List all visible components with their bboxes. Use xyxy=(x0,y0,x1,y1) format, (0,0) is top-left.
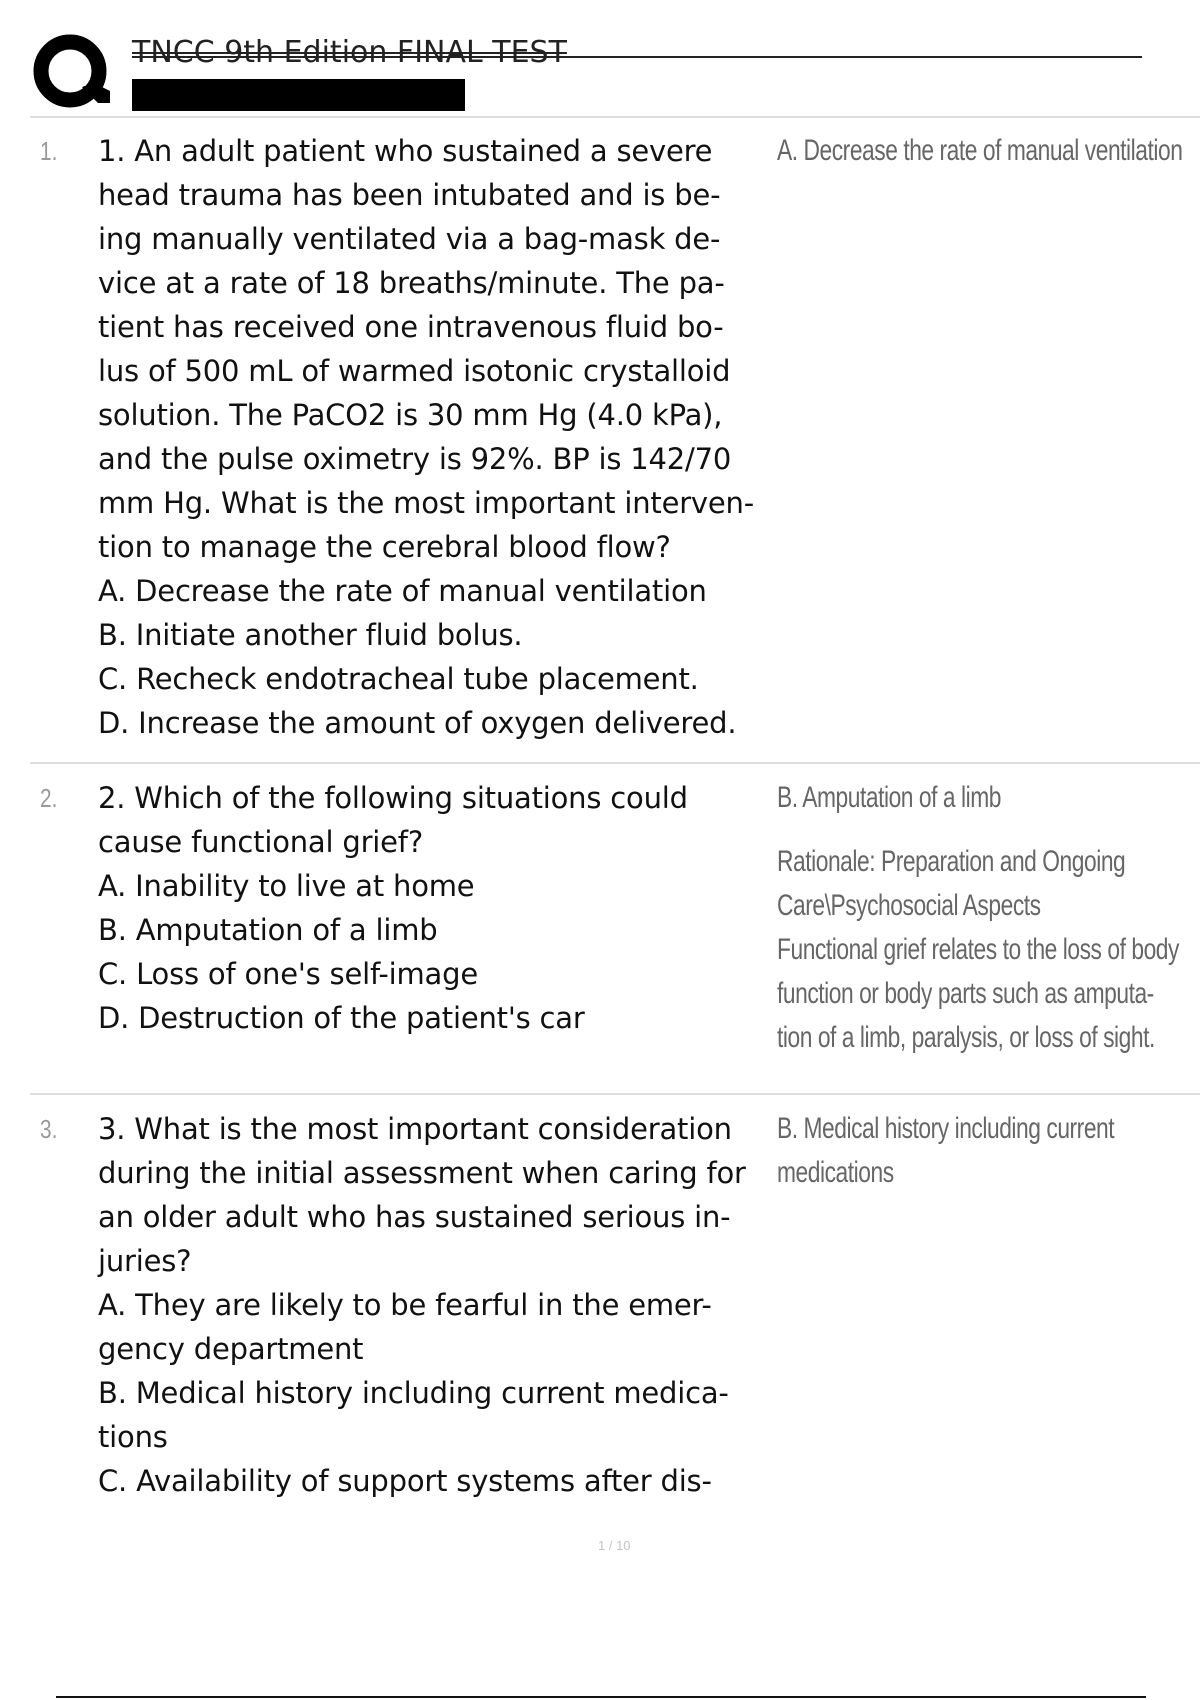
header-divider xyxy=(30,116,1200,118)
question-line: 3. What is the most important consideration xyxy=(98,1112,732,1146)
document-title: TNCC 9th Edition FINAL TEST xyxy=(132,35,567,70)
rationale-line: Rationale: Preparation and Ongoing xyxy=(777,845,1126,878)
question-line: 2. Which of the following situations could xyxy=(98,781,688,815)
question-line: mm Hg. What is the most important interven- xyxy=(98,486,754,520)
answer-line: medications xyxy=(777,1156,894,1189)
answer-column xyxy=(777,1107,1134,1195)
question-item xyxy=(0,129,1200,749)
question-line: juries? xyxy=(98,1244,192,1278)
question-line: during the initial assessment when caring for xyxy=(98,1156,746,1190)
question-line: tion to manage the cerebral blood flow? xyxy=(98,530,671,564)
question-line: D. Increase the amount of oxygen delivered. xyxy=(98,706,737,740)
question-line: solution. The PaCO2 is 30 mm Hg (4.0 kPa), xyxy=(98,398,723,432)
question-text xyxy=(98,129,768,745)
question-line: cause functional grief? xyxy=(98,825,424,859)
rationale-line: tion of a limb, paralysis, or loss of sight. xyxy=(777,1021,1155,1054)
title-rule xyxy=(132,56,1142,58)
question-line: B. Medical history including current medica- xyxy=(98,1376,729,1410)
question-line: A. Decrease the rate of manual ventilation xyxy=(98,574,707,608)
answer-line: B. Amputation of a limb xyxy=(777,781,1001,814)
item-number: 1. xyxy=(40,136,58,166)
item-number: 2. xyxy=(40,783,58,813)
question-line: tions xyxy=(98,1420,168,1454)
answer-column xyxy=(777,129,1183,173)
question-line: D. Destruction of the patient's car xyxy=(98,1001,585,1035)
question-line: lus of 500 mL of warmed isotonic crystalloid xyxy=(98,354,731,388)
question-line: A. They are likely to be fearful in the emer- xyxy=(98,1288,712,1322)
rationale-line: function or body parts such as amputa- xyxy=(777,977,1154,1010)
question-line: 1. An adult patient who sustained a severe xyxy=(98,134,713,168)
answer-column xyxy=(777,776,1179,1060)
redacted-author xyxy=(132,79,465,111)
document-header xyxy=(0,0,1200,118)
question-line: tient has received one intravenous fluid bo- xyxy=(98,310,724,344)
question-line: A. Inability to live at home xyxy=(98,869,475,903)
question-line: C. Loss of one's self-image xyxy=(98,957,478,991)
item-divider xyxy=(30,1093,1200,1095)
item-divider xyxy=(30,762,1200,764)
question-line: head trauma has been intubated and is be- xyxy=(98,178,721,212)
question-line: and the pulse oximetry is 92%. BP is 142/70 xyxy=(98,442,732,476)
question-line: B. Initiate another fluid bolus. xyxy=(98,618,523,652)
question-line: ing manually ventilated via a bag-mask de- xyxy=(98,222,721,256)
question-line: B. Amputation of a limb xyxy=(98,913,438,947)
page-indicator: 1 / 10 xyxy=(598,1538,631,1553)
answer-line: B. Medical history including current xyxy=(777,1112,1115,1145)
footer-divider xyxy=(56,1696,1146,1698)
question-line: C. Availability of support systems after dis- xyxy=(98,1464,712,1498)
question-line: vice at a rate of 18 breaths/minute. The pa- xyxy=(98,266,725,300)
item-number: 3. xyxy=(40,1114,58,1144)
rationale-line: Care\Psychosocial Aspects xyxy=(777,889,1041,922)
question-line: gency department xyxy=(98,1332,364,1366)
question-text xyxy=(98,1107,768,1503)
question-text xyxy=(98,776,768,1040)
answer-line: A. Decrease the rate of manual ventilation xyxy=(777,134,1183,167)
rationale-line: Functional grief relates to the loss of body xyxy=(777,933,1179,966)
brand-logo-icon xyxy=(32,33,112,113)
question-item xyxy=(0,1107,1200,1507)
rationale-spacer xyxy=(777,820,1134,840)
question-line: an older adult who has sustained serious in- xyxy=(98,1200,731,1234)
question-item xyxy=(0,776,1200,1076)
question-line: C. Recheck endotracheal tube placement. xyxy=(98,662,699,696)
